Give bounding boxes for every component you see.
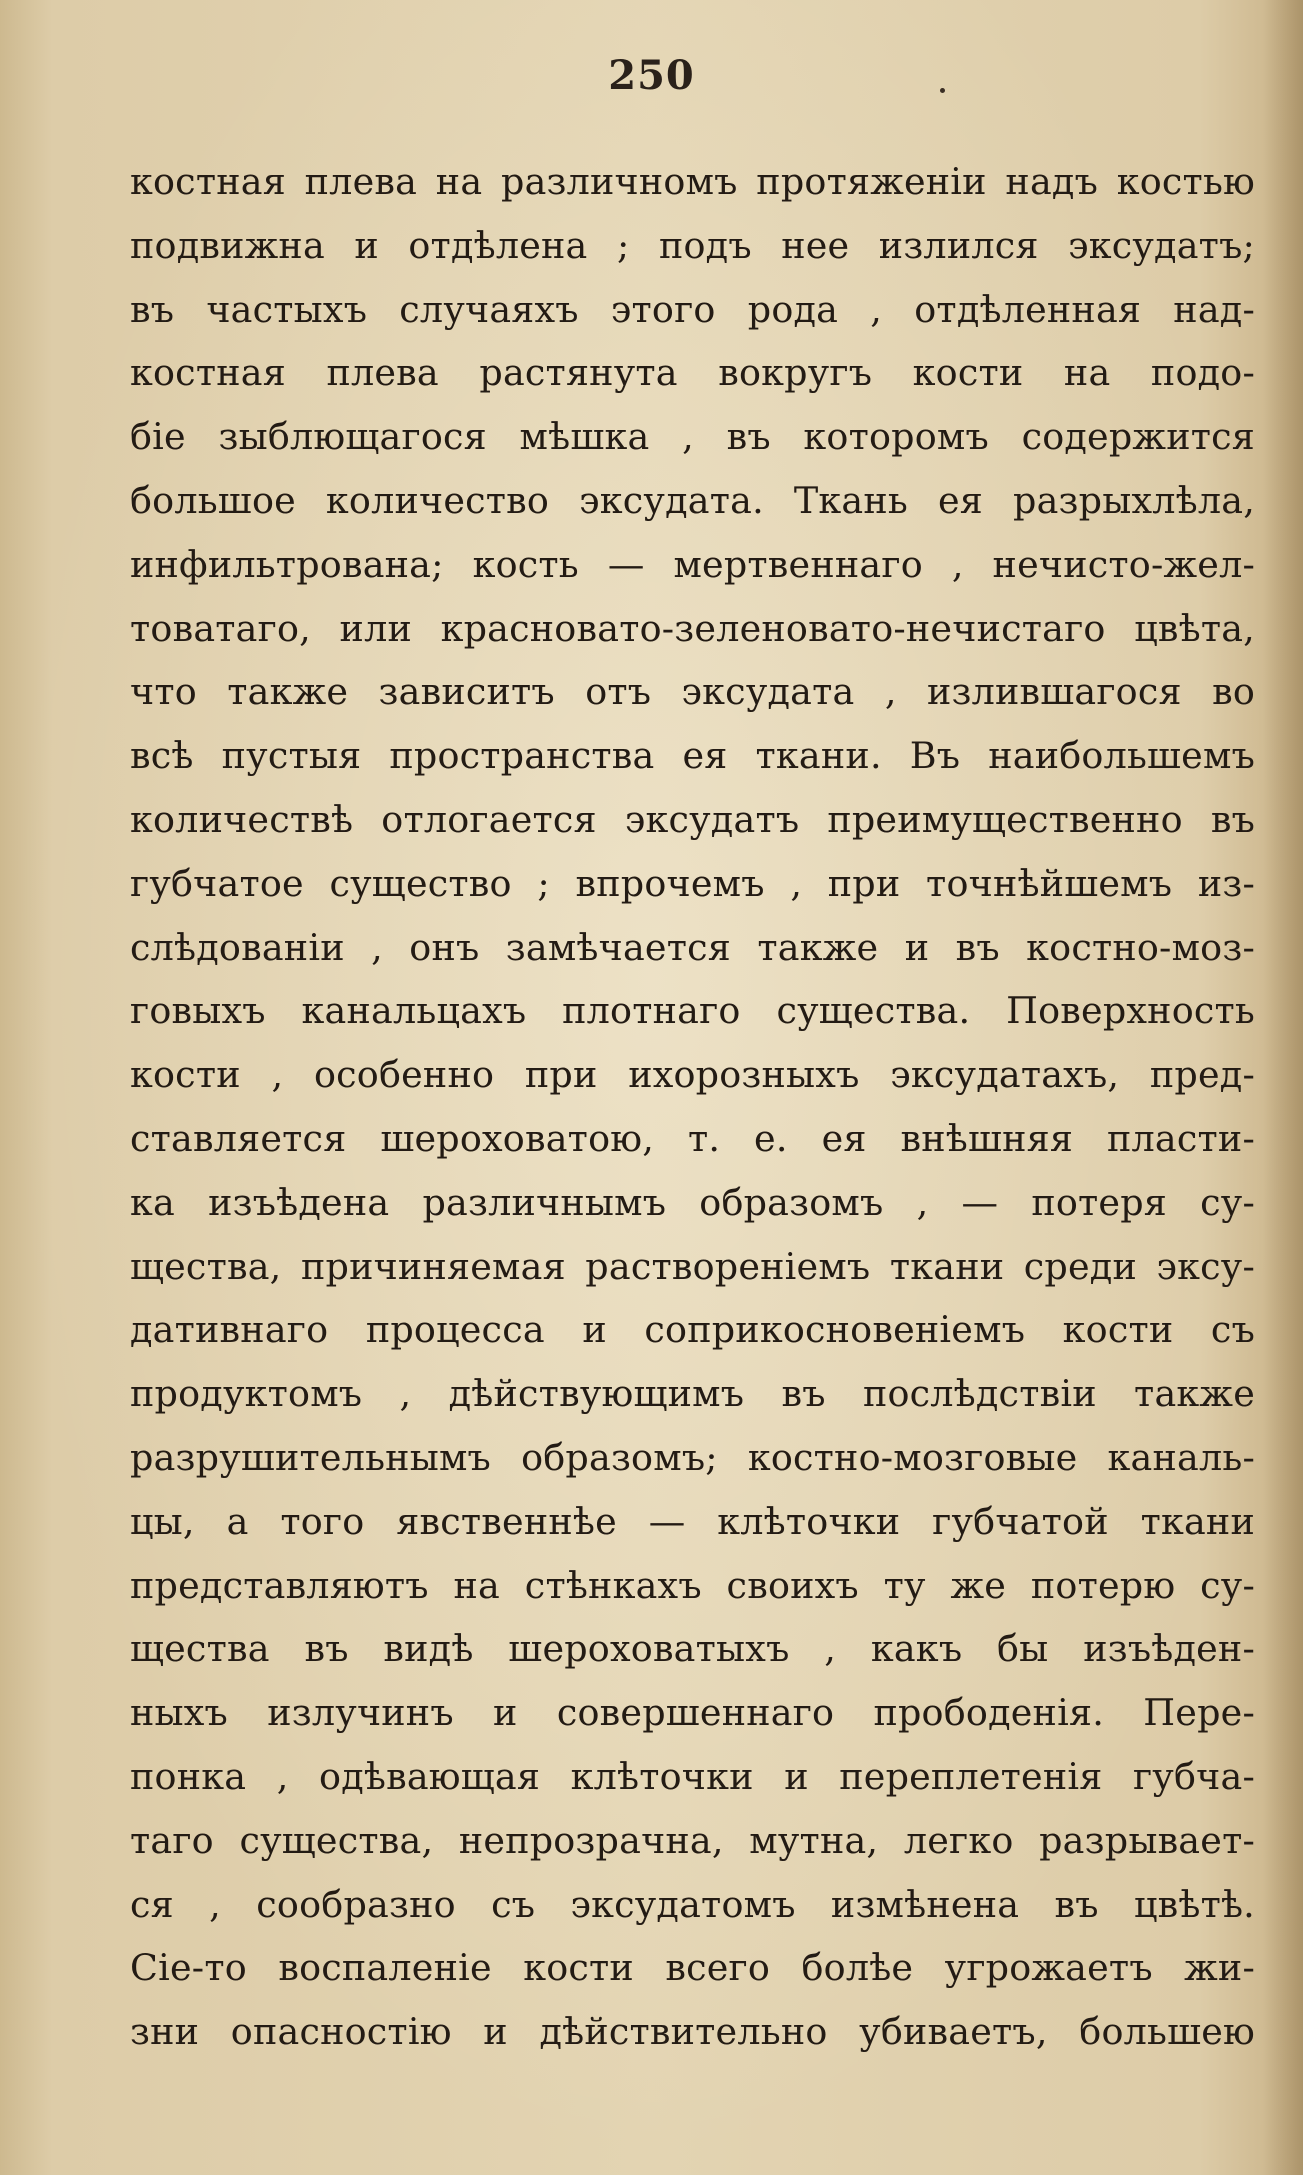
body-text (130, 150, 1255, 2064)
text-line: въ частыхъ случаяхъ этого рода , отдѣленная над- (130, 287, 1255, 331)
text-line: щества въ видѣ шероховатыхъ , какъ бы изъѣден- (130, 1627, 1255, 1671)
ink-speck (940, 88, 945, 93)
page-edge-shadow (1263, 0, 1303, 2175)
text-line: зни опасностію и дѣйствительно убиваетъ, большею (130, 2010, 1255, 2054)
text-line: понка , одѣвающая клѣточки и переплетенія губча- (130, 1754, 1255, 1798)
text-line: подвижна и отдѣлена ; подъ нее излился эксудатъ; (130, 223, 1255, 267)
text-line: ныхъ излучинъ и совершеннаго прободенія. Пере- (130, 1691, 1255, 1735)
page-number: 250 (608, 52, 695, 99)
text-line: губчатое существо ; впрочемъ , при точнѣйшемъ из- (130, 861, 1255, 905)
text-line: кости , особенно при ихорозныхъ эксудатахъ, пред- (130, 1053, 1255, 1097)
text-line: представляютъ на стѣнкахъ своихъ ту же потерю су- (130, 1563, 1255, 1607)
text-line: продуктомъ , дѣйствующимъ въ послѣдствіи также (130, 1372, 1255, 1416)
text-line: щества, причиняемая раствореніемъ ткани среди эксу- (130, 1244, 1255, 1288)
text-line: цы, а того явственнѣе — клѣточки губчатой ткани (130, 1499, 1255, 1543)
text-line: костная плева растянута вокругъ кости на подо- (130, 351, 1255, 395)
text-line: таго существа, непрозрачна, мутна, легко разрывает- (130, 1818, 1255, 1862)
text-line: костная плева на различномъ протяженіи надъ костью (130, 160, 1255, 203)
text-line: біе зыблющагося мѣшка , въ которомъ содержится (130, 415, 1255, 459)
text-line: инфильтрована; кость — мертвеннаго , нечисто-жел- (130, 542, 1255, 586)
text-line: разрушительнымъ образомъ; костно-мозговые каналь- (130, 1435, 1255, 1479)
text-line: Сіе-то воспаленіе кости всего болѣе угрожаетъ жи- (130, 1946, 1255, 1990)
text-line: говыхъ канальцахъ плотнаго существа. Поверхность (130, 989, 1255, 1033)
text-line: количествѣ отлогается эксудатъ преимущественно въ (130, 797, 1255, 841)
text-line: дативнаго процесса и соприкосновеніемъ кости съ (130, 1308, 1255, 1352)
text-line: товатаго, или красновато-зеленовато-нечистаго цвѣта, (130, 606, 1255, 650)
text-line: ставляется шероховатою, т. е. ея внѣшняя пласти- (130, 1116, 1255, 1160)
text-line: ся , сообразно съ эксудатомъ измѣнена въ цвѣтѣ. (130, 1882, 1255, 1926)
text-line: всѣ пустыя пространства ея ткани. Въ наибольшемъ (130, 734, 1255, 778)
text-line: большое количество эксудата. Ткань ея разрыхлѣла, (130, 478, 1255, 522)
text-line: слѣдованіи , онъ замѣчается также и въ костно-моз- (130, 925, 1255, 969)
text-line: что также зависитъ отъ эксудата , излившагося во (130, 670, 1255, 714)
text-line: ка изъѣдена различнымъ образомъ , — потеря су- (130, 1180, 1255, 1224)
